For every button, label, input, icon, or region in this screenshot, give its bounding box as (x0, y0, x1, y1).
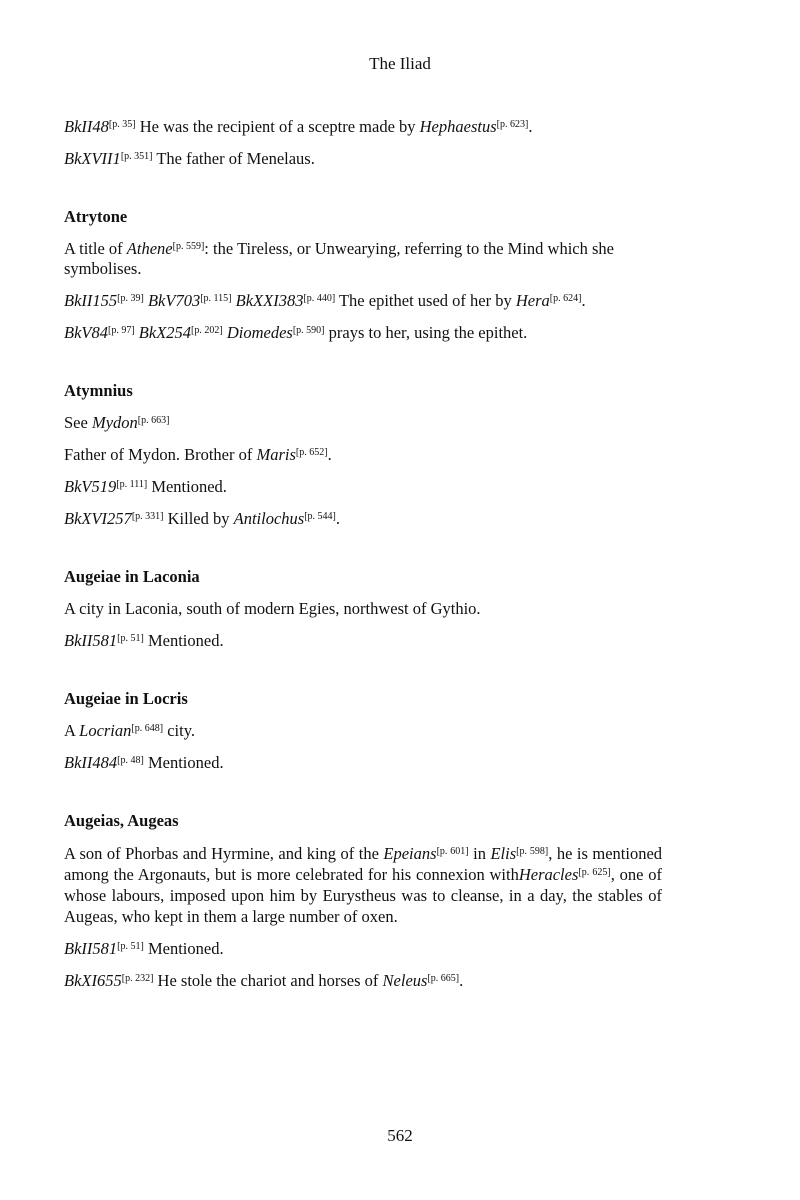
glossary-entry (64, 567, 662, 651)
page-reference[interactable]: [p. 590] (292, 325, 325, 336)
text-segment: A city in Laconia, south of modern Egies, northwest of Gythio. (64, 599, 481, 618)
linked-term[interactable]: BkII48 (64, 117, 109, 136)
glossary-content (64, 117, 662, 1003)
text-segment: Father of Mydon. Brother of (64, 445, 257, 464)
entry-heading: Atrytone (64, 207, 128, 226)
entry-reference (64, 971, 662, 991)
page-reference[interactable]: [p. 115] (200, 293, 232, 304)
page-reference[interactable]: [p. 51] (117, 633, 144, 644)
text-segment: Mentioned. (143, 753, 224, 772)
page-reference[interactable]: [p. 559] (172, 241, 205, 252)
entry-description (64, 843, 662, 927)
page-reference[interactable]: [p. 624] (549, 293, 582, 304)
text-segment: prays to her, using the epithet. (324, 323, 528, 342)
glossary-entry (64, 811, 662, 991)
page-reference[interactable]: [p. 544] (304, 511, 336, 522)
linked-term[interactable]: BkV84 (64, 323, 108, 342)
entry-heading: Augeiae in Locris (64, 689, 188, 708)
page-reference[interactable]: [p. 35] (108, 119, 136, 130)
entry-reference (64, 939, 662, 959)
text-segment: Mentioned. (143, 631, 224, 650)
page-reference[interactable]: [p. 440] (303, 293, 336, 304)
page-reference[interactable]: [p. 648] (131, 723, 164, 734)
text-segment: The epithet used of her by (335, 291, 516, 310)
page-reference[interactable]: [p. 39] (117, 293, 144, 304)
page-reference[interactable]: [p. 623] (496, 119, 529, 130)
page-reference[interactable]: [p. 351] (120, 151, 153, 162)
linked-term[interactable]: BkXXI383 (235, 291, 304, 310)
text-segment: . (335, 509, 341, 528)
page-reference[interactable]: [p. 331] (131, 511, 164, 522)
page-reference[interactable]: [p. 97] (107, 325, 135, 336)
entry-reference (64, 753, 662, 773)
entry-reference (64, 413, 662, 433)
linked-term[interactable]: Hephaestus (419, 117, 497, 136)
text-segment: : the Tireless, or Unwearying, referring to the Mind which she symbolises. (64, 239, 614, 278)
linked-term[interactable]: BkXVI257 (64, 509, 132, 528)
text-segment: He was the recipient of a sceptre made by (135, 117, 420, 136)
entry-description (64, 599, 662, 619)
page-reference[interactable]: [p. 665] (427, 973, 460, 984)
linked-term[interactable]: Antilochus (233, 509, 305, 528)
page-reference[interactable]: [p. 598] (516, 846, 549, 857)
linked-term[interactable]: Epeians (383, 844, 437, 863)
text-segment: The father of Menelaus. (152, 149, 315, 168)
entry-reference (64, 509, 662, 529)
text-segment: city. (163, 721, 196, 740)
text-segment: , one of whose labours, imposed upon him by Eurystheus was to cleanse, in a day, the stables of Augeas, who kept in them a large number of oxen. (64, 865, 662, 926)
linked-term[interactable]: Neleus (382, 971, 428, 990)
text-segment: Mentioned. (143, 939, 224, 958)
text-segment: A title of (64, 239, 127, 258)
entry-reference (64, 477, 662, 497)
linked-term[interactable]: Diomedes (226, 323, 293, 342)
entry-reference (64, 291, 662, 311)
linked-term[interactable]: Athene (126, 239, 173, 258)
entry-reference (64, 323, 662, 343)
linked-term[interactable]: BkV519 (64, 477, 117, 496)
linked-term[interactable]: BkXI655 (64, 971, 122, 990)
entry-reference (64, 117, 662, 137)
glossary-entry (64, 381, 662, 529)
glossary-entry (64, 207, 662, 343)
linked-term[interactable]: Elis (490, 844, 517, 863)
entry-reference (64, 631, 662, 651)
text-segment: , he is mentioned among the Argonauts, but is more celebrated for his connexion with (64, 844, 663, 884)
text-segment: in (468, 844, 491, 863)
text-segment: Killed by (163, 509, 234, 528)
glossary-entry (64, 689, 662, 773)
text-segment: A son of Phorbas and Hyrmine, and king of the (64, 844, 384, 863)
entry-heading: Atymnius (64, 381, 133, 400)
entry-reference (64, 445, 662, 465)
linked-term[interactable]: BkII484 (64, 753, 118, 772)
text-segment: . (528, 117, 533, 136)
entry-heading: Augeiae in Laconia (64, 567, 200, 586)
running-head-title: The Iliad (369, 54, 431, 73)
entry-reference (64, 149, 662, 169)
linked-term[interactable]: BkV703 (147, 291, 201, 310)
linked-term[interactable]: BkII155 (64, 291, 118, 310)
text-segment: He stole the chariot and horses of (153, 971, 383, 990)
page-reference[interactable]: [p. 202] (191, 325, 223, 336)
entry-description (64, 721, 662, 741)
text-segment: . (327, 445, 332, 464)
page-reference[interactable]: [p. 232] (121, 973, 154, 984)
page-reference[interactable]: [p. 625] (578, 867, 611, 878)
entry-heading: Augeias, Augeas (64, 811, 179, 830)
page-reference[interactable]: [p. 111] (116, 479, 148, 490)
page-reference[interactable]: [p. 51] (117, 941, 144, 952)
linked-term[interactable]: Hera (515, 291, 550, 310)
page-reference[interactable]: [p. 601] (436, 846, 469, 857)
linked-term[interactable]: Locrian (79, 721, 132, 740)
linked-term[interactable]: Mydon (91, 413, 138, 432)
text-segment: See (64, 413, 92, 432)
linked-term[interactable]: BkII581 (64, 939, 118, 958)
page-reference[interactable]: [p. 652] (295, 447, 328, 458)
linked-term[interactable]: Maris (256, 445, 296, 464)
glossary-entry (64, 117, 662, 169)
text-segment: A (64, 721, 80, 740)
text-segment: . (459, 971, 464, 990)
text-segment: . (581, 291, 586, 310)
page-reference[interactable]: [p. 663] (137, 415, 170, 426)
linked-term[interactable]: Heracles (518, 865, 579, 884)
linked-term[interactable]: BkX254 (138, 323, 192, 342)
entry-description (64, 239, 662, 279)
page-reference[interactable]: [p. 48] (117, 755, 144, 766)
linked-term[interactable]: BkXVII1 (64, 149, 121, 168)
linked-term[interactable]: BkII581 (64, 631, 118, 650)
text-segment: Mentioned. (147, 477, 227, 496)
page-number: 562 (387, 1126, 413, 1145)
